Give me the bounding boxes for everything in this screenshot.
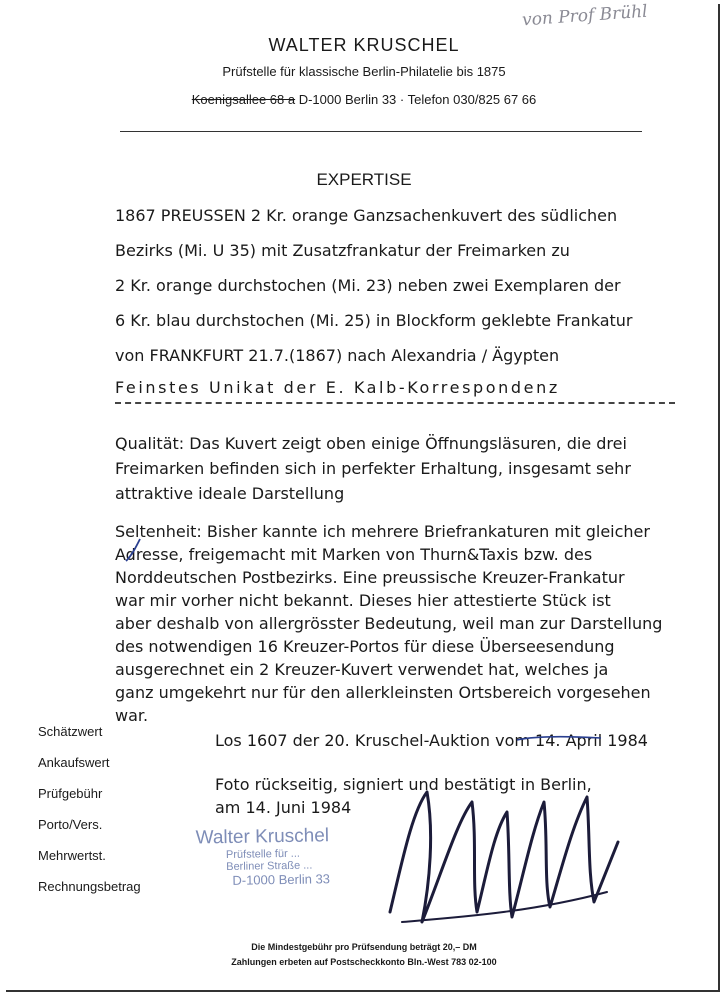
new-address: D-1000 Berlin 33 · Telefon 030/825 67 66 [298, 92, 537, 107]
rarity-line: ganz umgekehrt nur für den allerkleinsten Ortsbereich vorgesehen [115, 683, 651, 702]
issuer-address [0, 92, 728, 107]
rarity-line: Adresse, freigemacht mit Marken von Thurn&Taxis bzw. des [115, 545, 593, 564]
description-line: Bezirks (Mi. U 35) mit Zusatzfrankatur der Freimarken zu [115, 241, 570, 260]
stamp-city: D-1000 Berlin 33 [232, 871, 331, 888]
rarity-line: ausgerechnet ein 2 Kreuzer-Kuvert verwendet hat, welches ja [115, 660, 609, 679]
description-line: von FRANKFURT 21.7.(1867) nach Alexandria / Ägypten [115, 346, 560, 365]
quality-line: attraktive ideale Darstellung [115, 484, 345, 503]
certification-line: am 14. Juni 1984 [215, 798, 352, 817]
quality-line: Qualität: Das Kuvert zeigt oben einige Öffnungsläsuren, die drei [115, 434, 627, 453]
rarity-line: Seltenheit: Bisher kannte ich mehrere Briefrankaturen mit gleicher [115, 522, 650, 541]
stamp-line: Berliner Straße ... [226, 859, 313, 874]
certification-line: Foto rückseitig, signiert und bestätigt in Berlin, [215, 775, 592, 794]
description-line: 2 Kr. orange durchstochen (Mi. 23) neben zwei Exemplaren der [115, 276, 621, 295]
pen-correction-comma-mark [112, 535, 152, 565]
rarity-line: Norddeutschen Postbezirks. Eine preussische Kreuzer-Frankatur [115, 568, 625, 587]
headline: Feinstes Unikat der E. Kalb-Korrespondenz [115, 378, 560, 397]
fee-label-vat: Mehrwertst. [38, 848, 106, 863]
pen-correction-underline [515, 726, 605, 746]
rarity-line: war mir vorher nicht bekannt. Dieses hier attestierte Stück ist [115, 591, 611, 610]
issuer-subtitle: Prüfstelle für klassische Berlin-Philatelie bis 1875 [222, 64, 506, 79]
fee-label-purchase: Ankaufswert [38, 755, 110, 770]
signature [382, 772, 622, 932]
rarity-line: des notwendigen 16 Kreuzer-Portos für diese Überseesendung [115, 637, 615, 656]
header-divider [120, 131, 642, 132]
fee-label-postage: Porto/Vers. [38, 817, 103, 832]
stamp-name: Walter Kruschel [195, 825, 330, 849]
rarity-line: war. [115, 706, 149, 725]
issuer-stamp [195, 824, 374, 888]
fee-label-estimate: Schätzwert [38, 724, 103, 739]
rarity-line: aber deshalb von allergrösster Bedeutung, weil man zur Darstellung [115, 614, 663, 633]
handwritten-note: von Prof Brühl [521, 1, 649, 31]
fee-label-exam-fee: Prüfgebühr [38, 786, 103, 801]
footer-payment: Zahlungen erbeten auf Postscheckkonto Bln.-West 783 02-100 [231, 957, 497, 967]
fee-label-total: Rechnungsbetrag [38, 879, 141, 894]
description-line: 6 Kr. blau durchstochen (Mi. 25) in Blockform geklebte Frankatur [115, 311, 633, 330]
document-title: EXPERTISE [316, 170, 412, 189]
stamp-line: Prüfstelle für ... [225, 847, 301, 862]
dashed-divider [115, 402, 675, 404]
description-line: 1867 PREUSSEN 2 Kr. orange Ganzsachenkuvert des südlichen [115, 206, 618, 225]
footer-min-fee: Die Mindestgebühr pro Prüfsendung beträgt 20,– DM [251, 942, 477, 952]
old-address-struck: Koenigsallee 68 a [191, 92, 296, 107]
quality-line: Freimarken befinden sich in perfekter Erhaltung, insgesamt sehr [115, 459, 631, 478]
issuer-name: WALTER KRUSCHEL [268, 35, 460, 55]
auction-line: Los 1607 der 20. Kruschel-Auktion vom 14. April 1984 [215, 731, 648, 750]
